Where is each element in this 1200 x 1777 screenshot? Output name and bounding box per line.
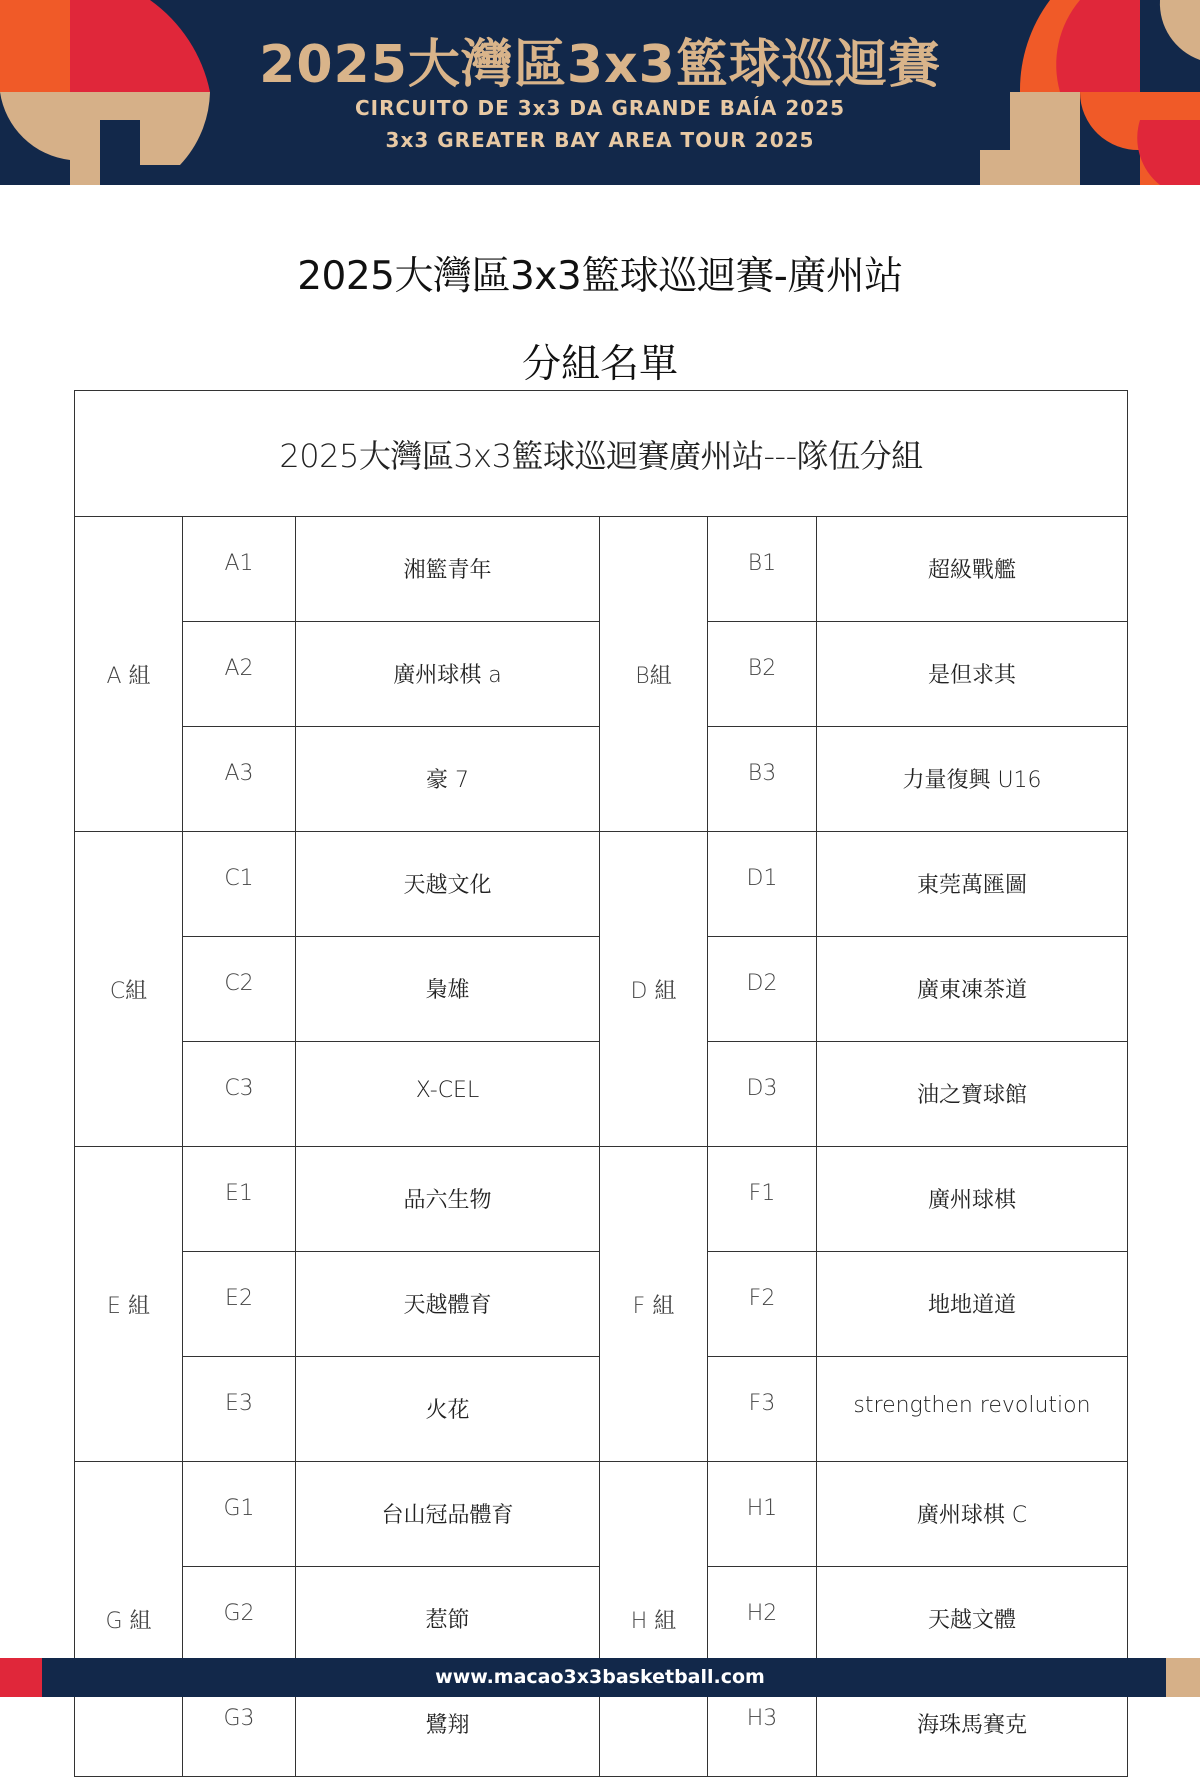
document-title: 2025大灣區3x3籃球巡迴賽-廣州站 bbox=[297, 254, 903, 299]
team-cell: 廣東凍茶道 bbox=[817, 937, 1128, 1042]
team-cell: 廣州球棋 C bbox=[817, 1462, 1128, 1567]
slot-cell: C3 bbox=[183, 1042, 296, 1147]
slot-cell: D3 bbox=[708, 1042, 817, 1147]
slot-cell: G1 bbox=[183, 1462, 296, 1567]
table-row bbox=[75, 832, 1128, 937]
team-cell: 油之寶球館 bbox=[817, 1042, 1128, 1147]
team-cell: 是但求其 bbox=[817, 622, 1128, 727]
slot-cell: A3 bbox=[183, 727, 296, 832]
slot-cell: B2 bbox=[708, 622, 817, 727]
slot-cell: E2 bbox=[183, 1252, 296, 1357]
slot-cell: H2 bbox=[708, 1567, 817, 1672]
team-cell: 梟雄 bbox=[296, 937, 600, 1042]
group-label-b: B組 bbox=[600, 517, 708, 832]
banner-title: 2025大灣區3x3籃球巡迴賽 bbox=[259, 35, 941, 95]
team-cell: X-CEL bbox=[296, 1042, 600, 1147]
team-cell: strengthen revolution bbox=[817, 1357, 1128, 1462]
slot-cell: C2 bbox=[183, 937, 296, 1042]
document-subtitle: 分組名單 bbox=[521, 342, 678, 387]
slot-cell: C1 bbox=[183, 832, 296, 937]
slot-cell: A2 bbox=[183, 622, 296, 727]
group-label-h: H 組 bbox=[600, 1462, 708, 1777]
team-cell: 廣州球棋 bbox=[817, 1147, 1128, 1252]
table-row bbox=[75, 1147, 1128, 1252]
slot-cell: F3 bbox=[708, 1357, 817, 1462]
slot-cell: B3 bbox=[708, 727, 817, 832]
team-cell: 湘籃青年 bbox=[296, 517, 600, 622]
header-banner bbox=[0, 0, 1200, 185]
team-cell: 力量復興 U16 bbox=[817, 727, 1128, 832]
team-cell: 品六生物 bbox=[296, 1147, 600, 1252]
team-cell: 台山冠品體育 bbox=[296, 1462, 600, 1567]
group-label-d: D 組 bbox=[600, 832, 708, 1147]
slot-cell: D2 bbox=[708, 937, 817, 1042]
group-label-a: A 組 bbox=[75, 517, 183, 832]
slot-cell: A1 bbox=[183, 517, 296, 622]
slot-cell: H3 bbox=[708, 1672, 817, 1777]
slot-cell: E1 bbox=[183, 1147, 296, 1252]
slot-cell: B1 bbox=[708, 517, 817, 622]
team-cell: 海珠馬賽克 bbox=[817, 1672, 1128, 1777]
team-cell: 惹節 bbox=[296, 1567, 600, 1672]
team-cell: 天越文體 bbox=[817, 1567, 1128, 1672]
slot-cell: H1 bbox=[708, 1462, 817, 1567]
team-cell: 地地道道 bbox=[817, 1252, 1128, 1357]
team-cell: 天越文化 bbox=[296, 832, 600, 937]
team-cell: 天越體育 bbox=[296, 1252, 600, 1357]
table-row bbox=[75, 1462, 1128, 1567]
group-label-f: F 組 bbox=[600, 1147, 708, 1462]
banner-subtitle-portuguese: CIRCUITO DE 3x3 DA GRANDE BAÍA 2025 bbox=[355, 96, 845, 120]
slot-cell: G3 bbox=[183, 1672, 296, 1777]
team-cell: 豪 7 bbox=[296, 727, 600, 832]
slot-cell: D1 bbox=[708, 832, 817, 937]
slot-cell: F2 bbox=[708, 1252, 817, 1357]
groups-table bbox=[74, 390, 1128, 1777]
group-label-g: G 組 bbox=[75, 1462, 183, 1777]
slot-cell: G2 bbox=[183, 1567, 296, 1672]
footer-bar bbox=[0, 1658, 1200, 1697]
team-cell: 廣州球棋 a bbox=[296, 622, 600, 727]
team-cell: 鷺翔 bbox=[296, 1672, 600, 1777]
group-label-e: E 組 bbox=[75, 1147, 183, 1462]
table-caption: 2025大灣區3x3籃球巡迴賽廣州站---隊伍分組 bbox=[75, 391, 1128, 517]
group-label-c: C組 bbox=[75, 832, 183, 1147]
footer-accent-right bbox=[1166, 1658, 1200, 1697]
team-cell: 東莞萬匯圖 bbox=[817, 832, 1128, 937]
slot-cell: E3 bbox=[183, 1357, 296, 1462]
table-row bbox=[75, 517, 1128, 622]
slot-cell: F1 bbox=[708, 1147, 817, 1252]
team-cell: 超級戰艦 bbox=[817, 517, 1128, 622]
footer-website-url: www.macao3x3basketball.com bbox=[435, 1666, 765, 1688]
banner-subtitle-english: 3x3 GREATER BAY AREA TOUR 2025 bbox=[385, 128, 815, 152]
team-cell: 火花 bbox=[296, 1357, 600, 1462]
